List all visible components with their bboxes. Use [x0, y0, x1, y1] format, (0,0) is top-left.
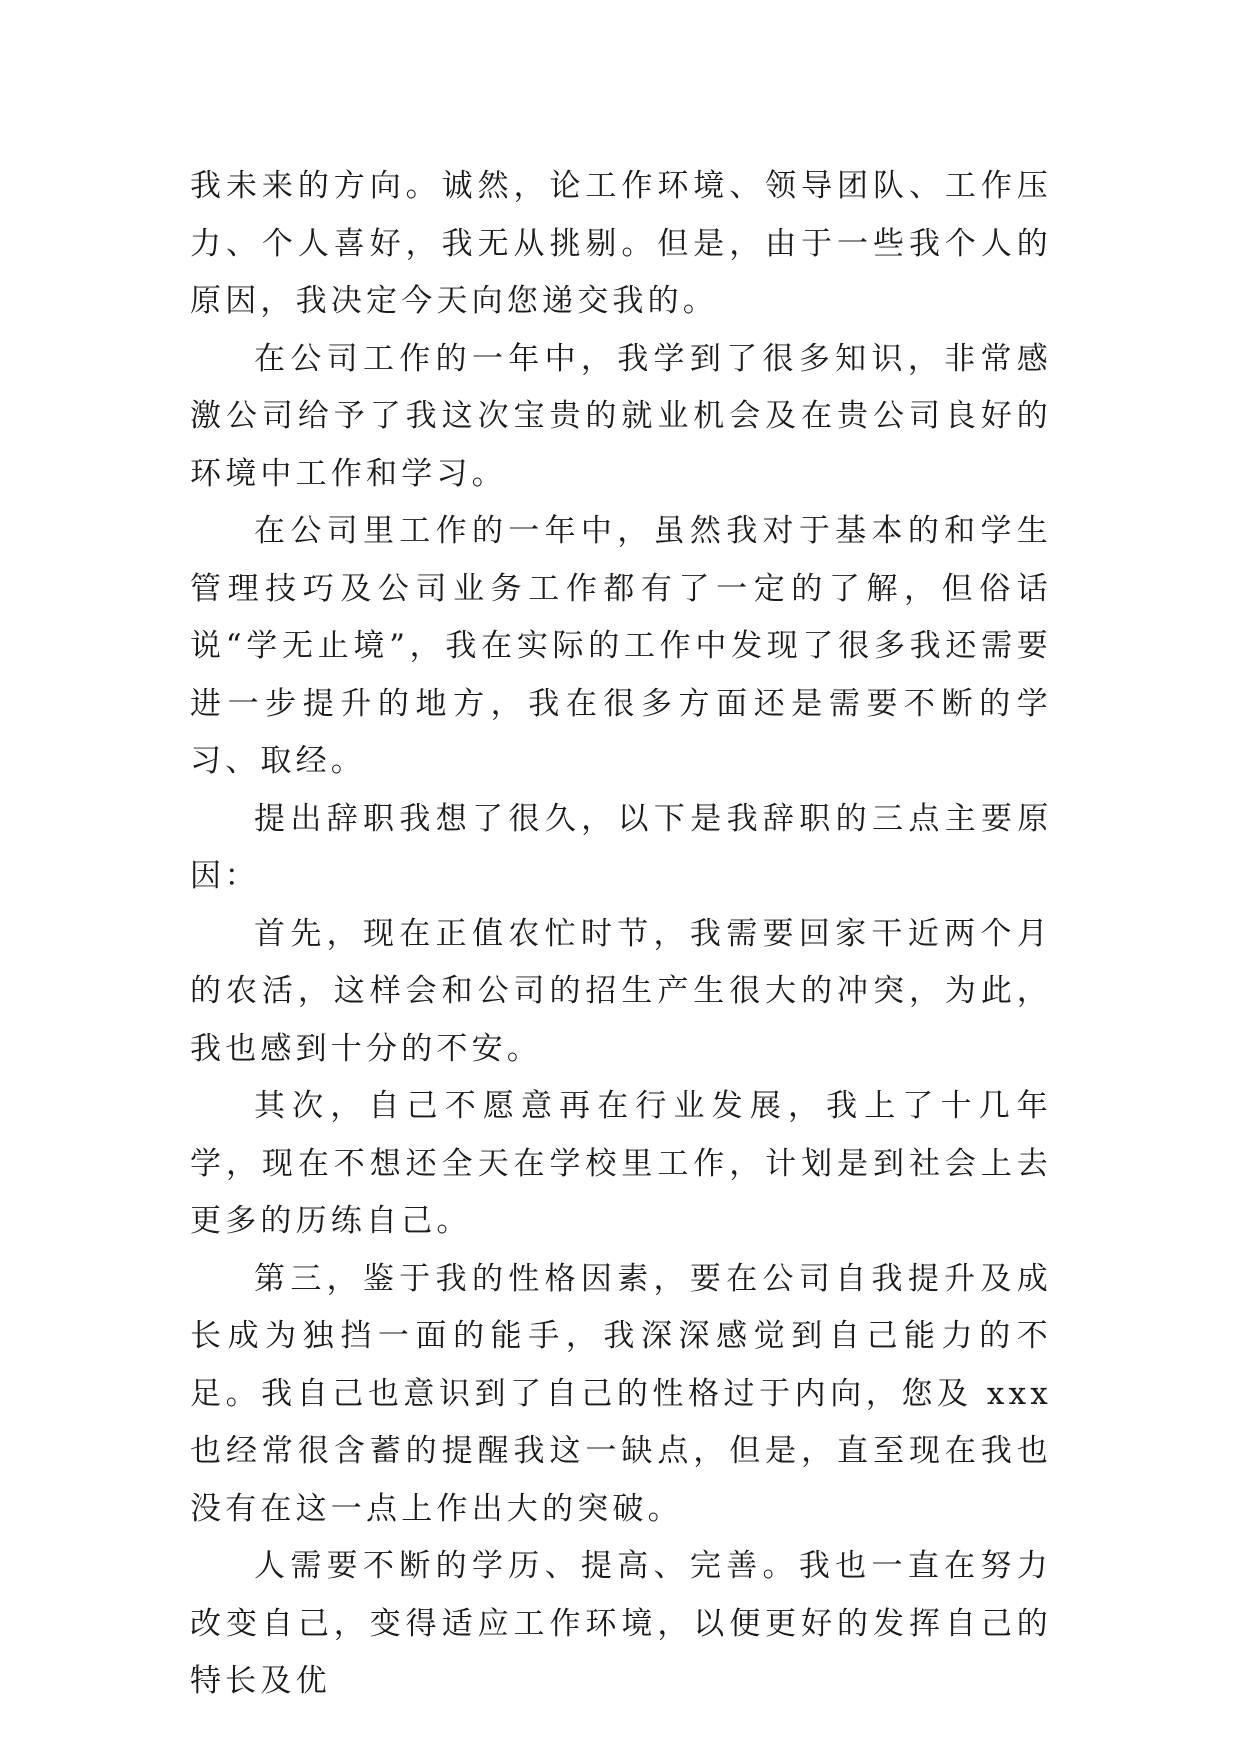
- paragraph-continuation: 我未来的方向。诚然，论工作环境、领导团队、工作压力、个人喜好，我无从挑剔。但是，由于一些我个人的原因，我决定今天向您递交我的。: [190, 168, 1052, 319]
- paragraph-self-improvement: 人需要不断的学历、提高、完善。我也一直在努力改变自己，变得适应工作环境，以便更好的发挥自己的特长及优: [190, 1548, 1052, 1699]
- paragraph-reasons-intro: 提出辞职我想了很久，以下是我辞职的三点主要原因：: [190, 800, 1052, 894]
- paragraph-reason-third: 第三，鉴于我的性格因素，要在公司自我提升及成长成为独挡一面的能手，我深深感觉到自己能力的不足。我自己也意识到了自己的性格过于内向，您及 xxx 也经常很含蓄的提醒我这一缺点，但是，直至现在我也没有在这一点上作出大的突破。: [190, 1260, 1052, 1527]
- paragraph-gratitude: 在公司工作的一年中，我学到了很多知识，非常感激公司给予了我这次宝贵的就业机会及在贵公司良好的环境中工作和学习。: [190, 340, 1052, 492]
- paragraph-learning: 在公司里工作的一年中，虽然我对于基本的和学生管理技巧及公司业务工作都有了一定的了解，但俗话说“学无止境”，我在实际的工作中发现了很多我还需要进一步提升的地方，我在很多方面还是需要不断的学习、取经。: [190, 513, 1052, 779]
- paragraph-reason-first: 首先，现在正值农忙时节，我需要回家干近两个月的农活，这样会和公司的招生产生很大的冲突，为此，我也感到十分的不安。: [190, 915, 1052, 1067]
- document-body: [190, 158, 1052, 1711]
- paragraph-reason-second: 其次，自己不愿意再在行业发展，我上了十几年学，现在不想还全天在学校里工作，计划是到社会上去更多的历练自己。: [190, 1088, 1052, 1239]
